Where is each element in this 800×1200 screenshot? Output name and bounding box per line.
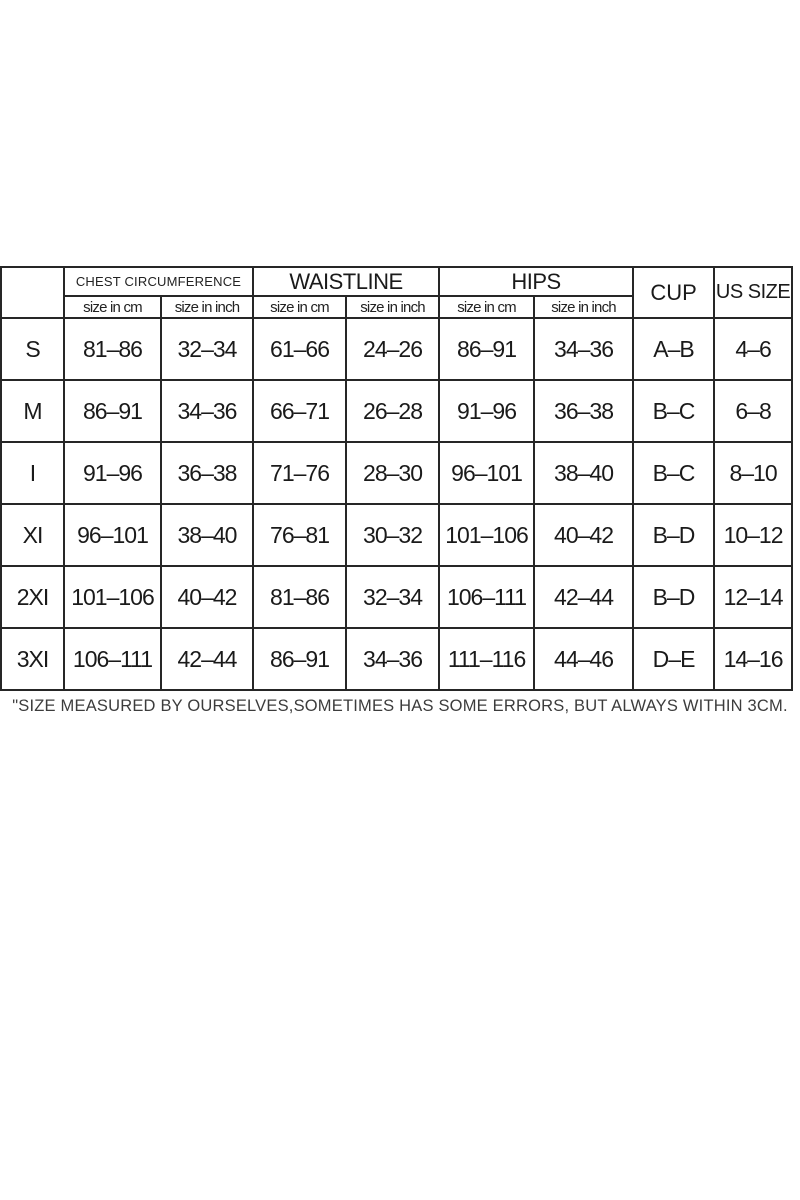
chest-inch-cell: 38–40	[161, 504, 253, 566]
waist-inch-subheader: size in inch	[346, 296, 439, 318]
chest-cm-cell: 106–111	[64, 628, 161, 690]
size-cell: 3XI	[1, 628, 64, 690]
chest-inch-cell: 32–34	[161, 318, 253, 380]
size-cell: M	[1, 380, 64, 442]
size-cell: S	[1, 318, 64, 380]
chest-inch-cell: 42–44	[161, 628, 253, 690]
us-size-cell: 8–10	[714, 442, 792, 504]
cup-header: CUP	[633, 267, 714, 318]
table-row	[1, 380, 792, 442]
cup-cell: A–B	[633, 318, 714, 380]
us-size-cell: 12–14	[714, 566, 792, 628]
chest-inch-subheader: size in inch	[161, 296, 253, 318]
waist-cm-subheader: size in cm	[253, 296, 346, 318]
table-row	[1, 566, 792, 628]
chest-cm-cell: 91–96	[64, 442, 161, 504]
table-row	[1, 628, 792, 690]
size-chart	[0, 266, 791, 691]
hips-inch-cell: 40–42	[534, 504, 633, 566]
size-disclaimer-text: "SIZE MEASURED BY OURSELVES,SOMETIMES HAS SOME ERRORS, BUT ALWAYS WITHIN 3CM.	[12, 697, 788, 715]
hips-cm-cell: 91–96	[439, 380, 534, 442]
hips-cm-cell: 106–111	[439, 566, 534, 628]
waist-cm-cell: 61–66	[253, 318, 346, 380]
chest-inch-cell: 40–42	[161, 566, 253, 628]
header-group-row	[1, 267, 792, 296]
waist-inch-cell: 32–34	[346, 566, 439, 628]
cup-cell: D–E	[633, 628, 714, 690]
waist-inch-cell: 24–26	[346, 318, 439, 380]
hips-inch-cell: 44–46	[534, 628, 633, 690]
chest-cm-cell: 96–101	[64, 504, 161, 566]
hips-cm-cell: 101–106	[439, 504, 534, 566]
us-size-cell: 4–6	[714, 318, 792, 380]
hips-cm-cell: 111–116	[439, 628, 534, 690]
table-row	[1, 442, 792, 504]
hips-group-header: HIPS	[439, 267, 633, 296]
us-size-header: US SIZE	[714, 267, 792, 318]
chest-cm-cell: 86–91	[64, 380, 161, 442]
table-row	[1, 318, 792, 380]
hips-inch-cell: 34–36	[534, 318, 633, 380]
hips-inch-subheader: size in inch	[534, 296, 633, 318]
table-row	[1, 504, 792, 566]
corner-cell	[1, 267, 64, 318]
size-cell: I	[1, 442, 64, 504]
cup-cell: B–C	[633, 442, 714, 504]
chest-cm-cell: 81–86	[64, 318, 161, 380]
chest-inch-cell: 34–36	[161, 380, 253, 442]
chest-cm-cell: 101–106	[64, 566, 161, 628]
size-cell: 2XI	[1, 566, 64, 628]
waist-cm-cell: 76–81	[253, 504, 346, 566]
cup-cell: B–C	[633, 380, 714, 442]
us-size-cell: 10–12	[714, 504, 792, 566]
waist-cm-cell: 86–91	[253, 628, 346, 690]
waist-inch-cell: 34–36	[346, 628, 439, 690]
cup-cell: B–D	[633, 566, 714, 628]
size-cell: XI	[1, 504, 64, 566]
hips-cm-subheader: size in cm	[439, 296, 534, 318]
cup-cell: B–D	[633, 504, 714, 566]
hips-cm-cell: 86–91	[439, 318, 534, 380]
us-size-cell: 14–16	[714, 628, 792, 690]
us-size-cell: 6–8	[714, 380, 792, 442]
waist-inch-cell: 26–28	[346, 380, 439, 442]
hips-inch-cell: 38–40	[534, 442, 633, 504]
waist-cm-cell: 71–76	[253, 442, 346, 504]
waist-cm-cell: 81–86	[253, 566, 346, 628]
chest-cm-subheader: size in cm	[64, 296, 161, 318]
hips-inch-cell: 36–38	[534, 380, 633, 442]
waistline-group-header: WAISTLINE	[253, 267, 439, 296]
hips-inch-cell: 42–44	[534, 566, 633, 628]
chest-group-header: CHEST CIRCUMFERENCE	[64, 267, 253, 296]
size-chart-table	[0, 266, 793, 691]
chest-inch-cell: 36–38	[161, 442, 253, 504]
waist-inch-cell: 28–30	[346, 442, 439, 504]
hips-cm-cell: 96–101	[439, 442, 534, 504]
waist-inch-cell: 30–32	[346, 504, 439, 566]
waist-cm-cell: 66–71	[253, 380, 346, 442]
